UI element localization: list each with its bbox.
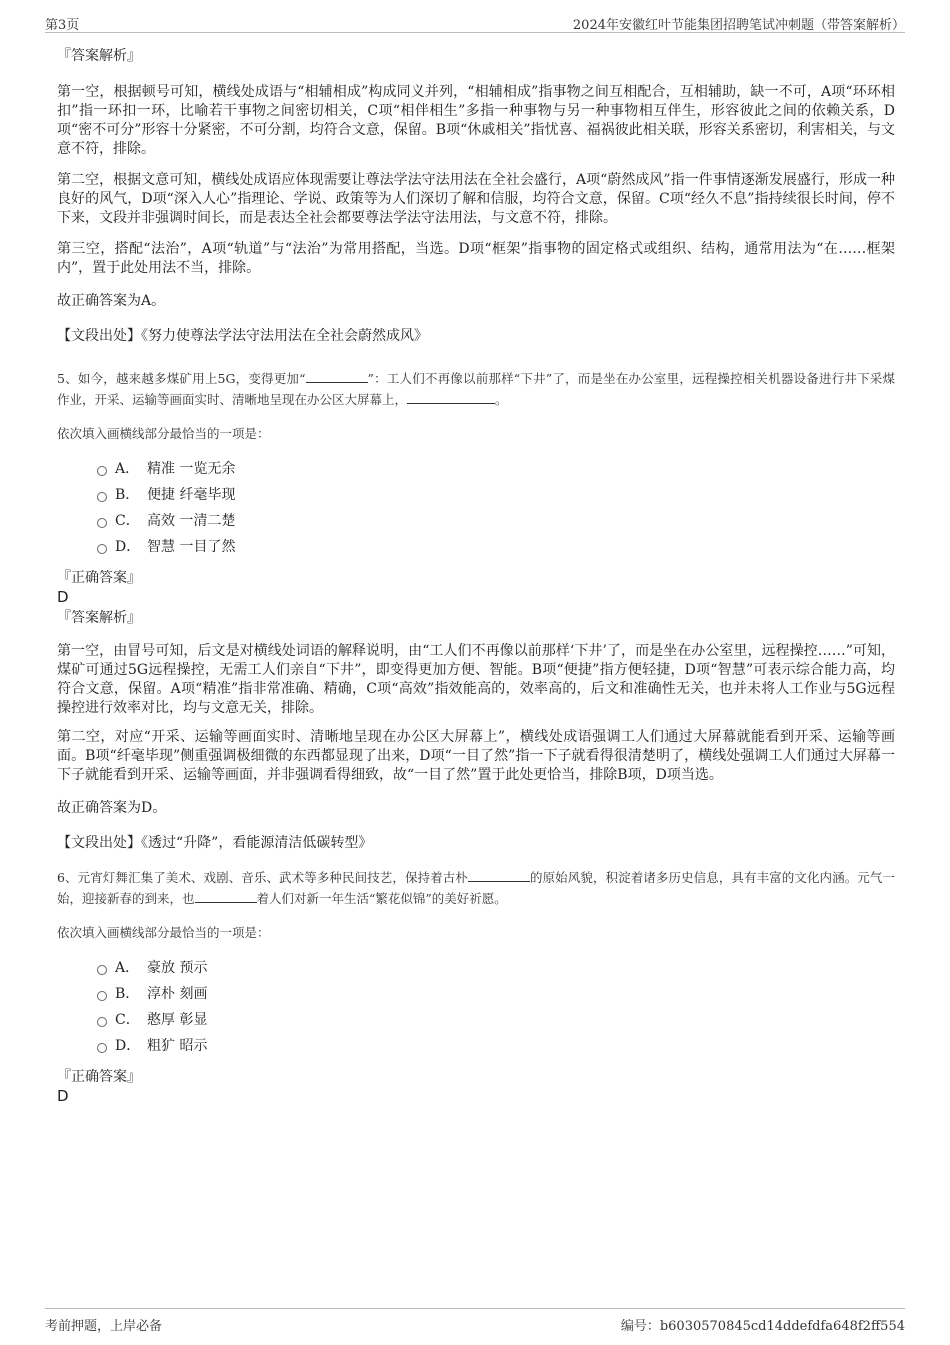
question-5-text: 5、如今，越来越多煤矿用上5G，变得更加“ ”：工人们不再像以前那样“下井”了，而是坐在办公室里，远程操控相关机器设备进行井下采煤作业，开采、运输等画面实时、清晰地呈现在办公区大屏幕上， 。 <box>57 371 895 407</box>
option-d[interactable]: D． 粗犷 昭示 <box>57 1035 895 1061</box>
correct-answer: D <box>57 588 69 606</box>
answer-statement: 故正确答案为D。 <box>57 800 167 816</box>
option-a[interactable]: A． 精准 一览无余 <box>57 458 895 484</box>
answer-statement: 故正确答案为A。 <box>57 293 166 309</box>
analysis-paragraph: 第二空，对应“开采、运输等画面实时、清晰地呈现在办公区大屏幕上”，横线处成语强调工人们通过大屏幕就能看到开采、运输等画面。B项“纤毫毕现”侧重强调极细微的东西都显现了出来，D项“一目了然”指一下子就看得很清楚明了，横线处强调工人们通过大屏幕一下子就能看到开采、运输等画面，并非强调看得细致，故“一目了然”置于此处更恰当，排除B项，D项当选。 <box>57 729 895 783</box>
analysis-paragraph: 第一空，由冒号可知，后文是对横线处词语的解释说明，由“工人们不再像以前那样‘下井’了，而是坐在办公室里，远程操控……”可知，煤矿可通过5G远程操控，无需工人们亲自“下井”，即变得更加方便、智能。B项“便捷”指方便轻捷，D项“智慧”可表示综合能力高，均符合文意，保留。A项“精准”指非常准确、精确，C项“高效”指效能高的，效率高的，后文和准确性无关，也并未将人工作业与5G远程操控进行效率对比，均与文意无关，排除。 <box>57 643 895 716</box>
radio-button[interactable] <box>97 492 107 502</box>
fill-blank <box>468 868 530 882</box>
option-b[interactable]: B． 便捷 纤毫毕现 <box>57 484 895 510</box>
option-c[interactable]: C． 憨厚 彰显 <box>57 1009 895 1035</box>
radio-button[interactable] <box>97 466 107 476</box>
fill-blank <box>195 889 257 903</box>
fill-blank <box>306 369 368 383</box>
question-prompt: 依次填入画横线部分最恰当的一项是： <box>57 925 270 940</box>
question-6-text: 6、元宵灯舞汇集了美术、戏剧、音乐、武术等多种民间技艺，保持着古朴 的原始风貌，积淀着诸多历史信息，具有丰富的文化内涵。元气一始，迎接新春的到来，也 着人们对新一年生活“繁花似锦”的美好祈愿。 <box>57 870 895 906</box>
option-c[interactable]: C． 高效 一清二楚 <box>57 510 895 536</box>
option-a[interactable]: A． 豪放 预示 <box>57 957 895 983</box>
source-citation: 【文段出处】《透过“升降”，看能源清洁低碳转型》 <box>57 835 373 851</box>
analysis-paragraph: 第三空，搭配“法治”，A项“轨道”与“法治”为常用搭配，当选。D项“框架”指事物的固定格式或组织、结构，通常用法为“在……框架内”，置于此处用法不当，排除。 <box>57 241 895 276</box>
radio-button[interactable] <box>97 991 107 1001</box>
source-citation: 【文段出处】《努力使尊法学法守法用法在全社会蔚然成风》 <box>57 328 428 344</box>
correct-answer-label: 『正确答案』 <box>57 1069 141 1085</box>
option-d[interactable]: D． 智慧 一目了然 <box>57 536 895 562</box>
correct-answer-label: 『正确答案』 <box>57 570 141 586</box>
page-header <box>45 12 905 33</box>
page-content <box>57 44 895 1105</box>
document-code: 编号：b6030570845cd14ddefdfa648f2ff554 <box>620 1319 905 1334</box>
question-prompt: 依次填入画横线部分最恰当的一项是： <box>57 426 270 441</box>
option-b[interactable]: B． 淳朴 刻画 <box>57 983 895 1009</box>
analysis-paragraph: 第二空，根据文意可知，横线处成语应体现需要让尊法学法守法用法在全社会盛行，A项“蔚然成风”指一件事情逐渐发展盛行，形成一种良好的风气，D项“深入人心”指理论、学说、政策等为人们深切了解和信服，均符合文意，保留。C项“经久不息”指持续很长时间，停不下来，文段并非强调时间长，而是表达全社会都要尊法学法守法用法，与文意不符，排除。 <box>57 172 895 226</box>
radio-button[interactable] <box>97 965 107 975</box>
page-footer <box>45 1308 905 1333</box>
document-title: 2024年安徽红叶节能集团招聘笔试冲刺题（带答案解析） <box>572 18 905 33</box>
radio-button[interactable] <box>97 518 107 528</box>
radio-button[interactable] <box>97 1043 107 1053</box>
radio-button[interactable] <box>97 544 107 554</box>
page-number: 第3页 <box>45 18 80 33</box>
question-5-options <box>57 458 895 562</box>
correct-answer: D <box>57 1087 69 1105</box>
radio-button[interactable] <box>97 1017 107 1027</box>
analysis-paragraph: 第一空，根据顿号可知，横线处成语与“相辅相成”构成同义并列，“相辅相成”指事物之间互相配合，互相辅助，缺一不可，A项“环环相扣”指一环扣一环，比喻若干事物之间密切相关，C项“相伴相生”多指一种事物与另一种事物相互伴生，形容彼此之间的依赖关系，D项“密不可分”形容十分紧密，不可分割，均符合文意，保留。B项“休戚相关”指忧喜、福祸彼此相关联，形容关系密切，利害相关，与文意不符，排除。 <box>57 84 895 157</box>
analysis-label: 『答案解析』 <box>57 48 141 64</box>
analysis-label: 『答案解析』 <box>57 610 141 626</box>
question-6-options <box>57 957 895 1061</box>
fill-blank <box>407 390 495 404</box>
footer-slogan: 考前押题，上岸必备 <box>45 1319 163 1334</box>
